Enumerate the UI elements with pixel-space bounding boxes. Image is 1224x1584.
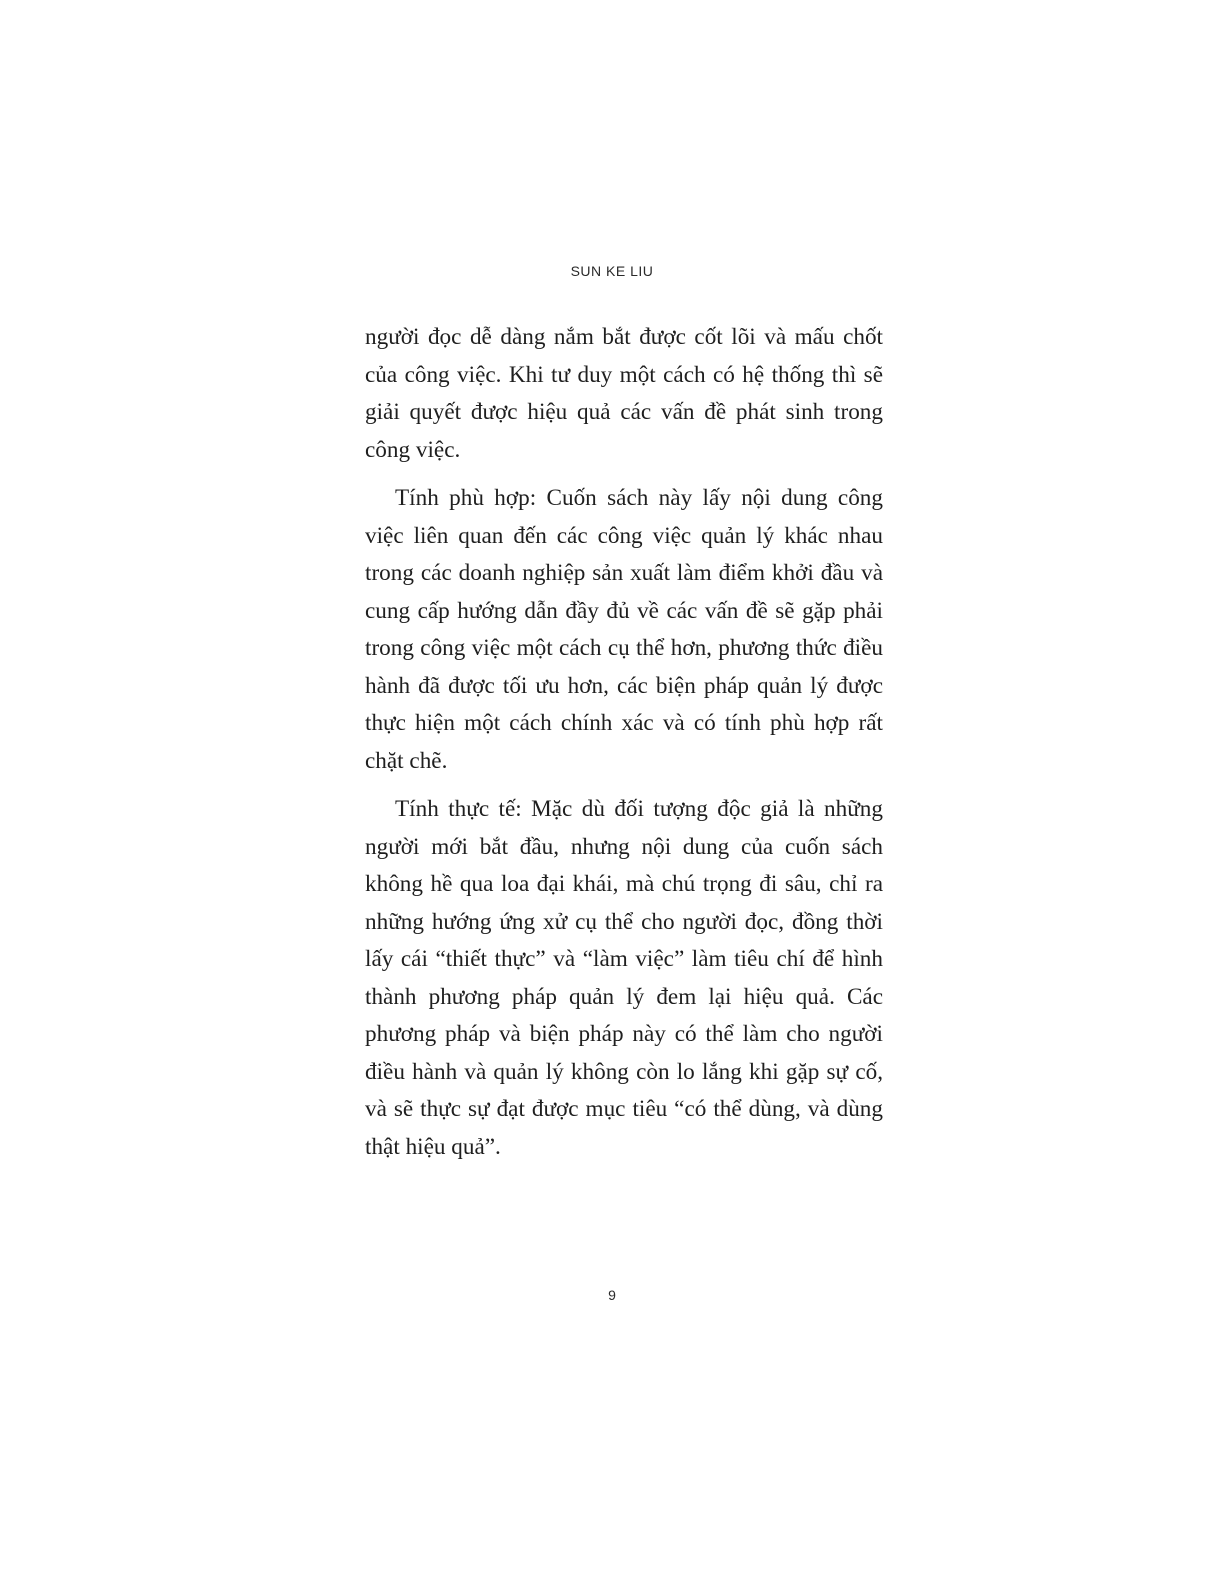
paragraph-continuation: người đọc dễ dàng nắm bắt được cốt lõi và mấu chốt của công việc. Khi tư duy một cách có hệ thống thì sẽ giải quyết được hiệu quả các vấn đề phát sinh trong công việc.	[365, 324, 883, 463]
body-text	[365, 319, 883, 1177]
paragraph-suitability: Tính phù hợp: Cuốn sách này lấy nội dung công việc liên quan đến các công việc quản lý khác nhau trong các doanh nghiệp sản xuất làm điểm khởi đầu và cung cấp hướng dẫn đầy đủ về các vấn đề sẽ gặp phải trong công việc một cách cụ thể hơn, phương thức điều hành đã được tối ưu hơn, các biện pháp quản lý được thực hiện một cách chính xác và có tính phù hợp rất chặt chẽ.	[365, 485, 883, 774]
paragraph-practicality: Tính thực tế: Mặc dù đối tượng độc giả là những người mới bắt đầu, nhưng nội dung của cuốn sách không hề qua loa đại khái, mà chú trọng đi sâu, chỉ ra những hướng ứng xử cụ thể cho người đọc, đồng thời lấy cái “thiết thực” và “làm việc” làm tiêu chí để hình thành phương pháp quản lý đem lại hiệu quả. Các phương pháp và biện pháp này có thể làm cho người điều hành và quản lý không còn lo lắng khi gặp sự cố, và sẽ thực sự đạt được mục tiêu “có thể dùng, và dùng thật hiệu quả”.	[365, 796, 883, 1160]
page-number: 9	[608, 1287, 616, 1303]
running-head: SUN KE LIU	[570, 263, 654, 279]
